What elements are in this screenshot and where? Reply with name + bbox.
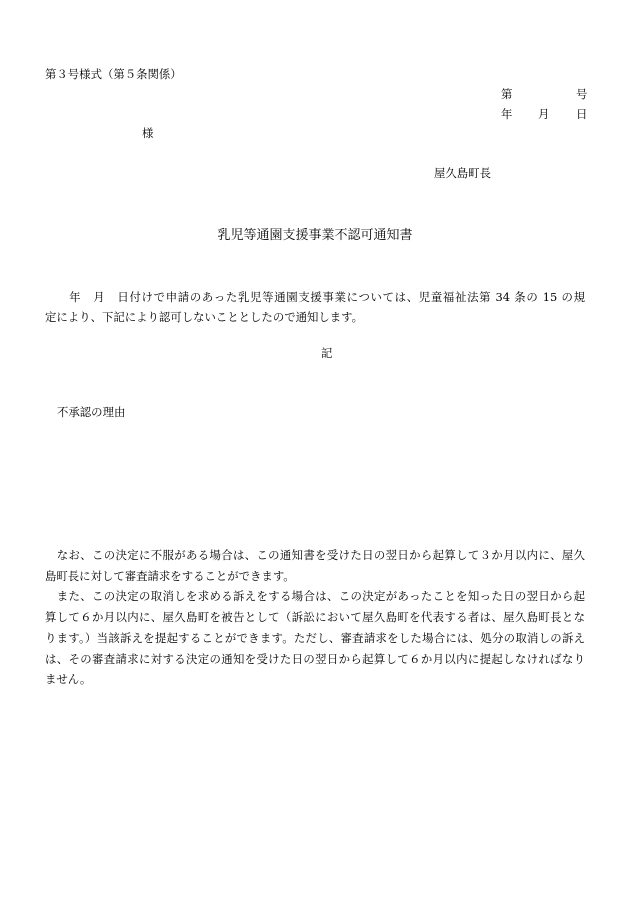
date-year-label: 年 [501,107,513,121]
reason-label: 不承認の理由 [57,405,126,419]
date-day-label: 日 [576,107,588,121]
notice-line: なお、この決定に不服がある場合は、この通知書を受けた日の翌日から起算して３か月以内に、屋久 [45,548,585,562]
ki-heading: 記 [321,346,333,360]
notice-line: 算して６か月以内に、屋久島町を被告として（訴訟において屋久島町を代表する者は、屋久島町長とな [45,610,585,625]
body-line: 定により、下記により認可しないこととしたので通知します。 [45,310,364,324]
notice-paragraph-lawsuit [45,586,585,690]
body-line: 年 月 日付けで申請のあった乳児等通園支援事業については、児童福祉法第 34 条の 15 の規 [45,290,585,304]
addressee-honorific: 様 [142,126,154,140]
issuer-name: 屋久島町長 [434,166,491,180]
document-title: 乳児等通園支援事業不認可通知書 [217,228,413,243]
document-number-suffix: 号 [576,87,588,101]
notice-line: ります。）当該訴えを提起することができます。ただし、審査請求をした場合には、処分の取消しの訴え [45,630,585,645]
notice-line: は、その審査請求に対する決定の通知を受けた日の翌日から起算して６か月以内に提起しなければなり [45,651,585,666]
notice-line: ません。 [45,672,92,687]
notice-section [45,545,585,690]
notice-line: 島町長に対して審査請求をすることができます。 [45,568,295,583]
notice-line: また、この決定の取消しを求める訴えをする場合は、この決定があったことを知った日の翌日から起 [45,589,585,604]
notice-paragraph-appeal [45,545,585,586]
date-month-label: 月 [538,107,550,121]
form-number: 第３号様式（第５条関係） [45,67,182,81]
document-number-prefix: 第 [501,87,513,101]
body-paragraph [45,287,585,327]
